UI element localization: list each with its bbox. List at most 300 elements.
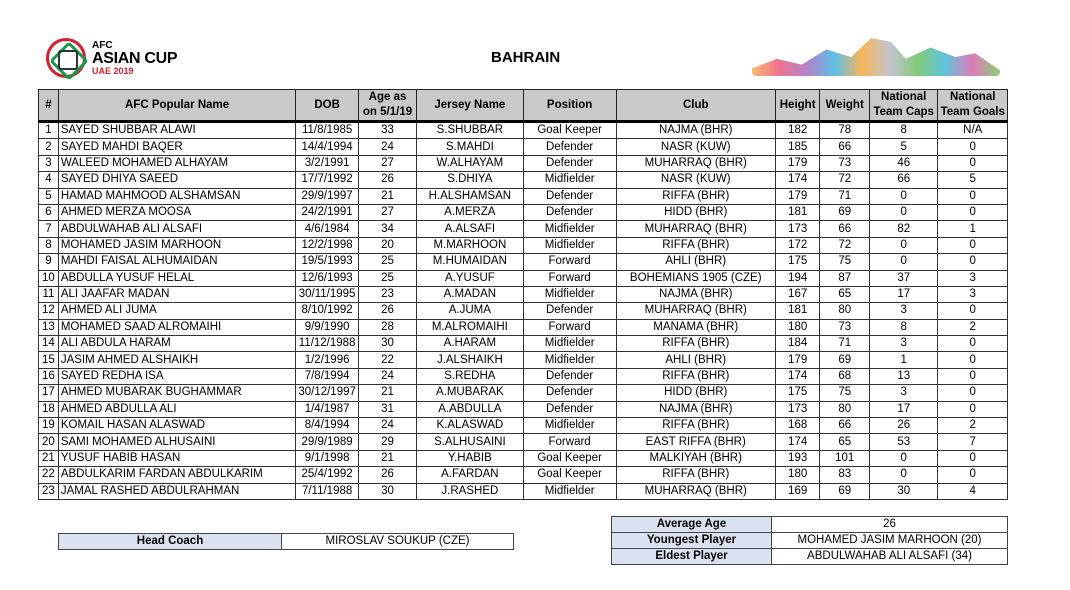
table-cell: A.MERZA xyxy=(417,204,523,220)
table-cell: NASR (KUW) xyxy=(616,139,775,155)
table-cell: 29/9/1989 xyxy=(296,434,359,450)
table-cell: BOHEMIANS 1905 (CZE) xyxy=(616,270,775,286)
table-cell: 2 xyxy=(938,418,1008,434)
table-cell: 182 xyxy=(775,122,820,139)
table-cell: 21 xyxy=(358,450,416,466)
table-cell: 23 xyxy=(39,483,59,499)
table-cell: 6 xyxy=(39,204,59,220)
table-cell: N/A xyxy=(938,122,1008,139)
table-cell: 5 xyxy=(938,172,1008,188)
table-cell: MUHARRAQ (BHR) xyxy=(616,303,775,319)
table-row xyxy=(39,319,1008,335)
table-cell: 7 xyxy=(938,434,1008,450)
table-cell: 175 xyxy=(775,254,820,270)
table-cell: SAYED MAHDI BAQER xyxy=(58,139,296,155)
column-header: # xyxy=(39,90,59,122)
table-cell: 24 xyxy=(358,139,416,155)
table-cell: M.MARHOON xyxy=(417,237,523,253)
table-cell: 1 xyxy=(39,122,59,139)
table-cell: 4/6/1984 xyxy=(296,221,359,237)
head-coach-table xyxy=(58,533,514,550)
table-cell: H.ALSHAMSAN xyxy=(417,188,523,204)
table-cell: 0 xyxy=(869,254,938,270)
table-cell: Defender xyxy=(523,188,616,204)
column-header: Club xyxy=(616,90,775,122)
table-cell: 13 xyxy=(39,319,59,335)
table-cell: 30 xyxy=(358,336,416,352)
table-cell: 12 xyxy=(39,303,59,319)
column-header: AFC Popular Name xyxy=(58,90,296,122)
table-cell: Midfielder xyxy=(523,483,616,499)
table-cell: 21 xyxy=(39,450,59,466)
table-cell: 7/8/1994 xyxy=(296,368,359,384)
table-cell: SAYED REDHA ISA xyxy=(58,368,296,384)
table-cell: 14 xyxy=(39,336,59,352)
table-cell: 3/2/1991 xyxy=(296,155,359,171)
table-cell: 73 xyxy=(820,155,869,171)
table-cell: 3 xyxy=(938,270,1008,286)
table-cell: M.ALROMAIHI xyxy=(417,319,523,335)
table-cell: 66 xyxy=(820,221,869,237)
table-cell: 25 xyxy=(358,270,416,286)
table-cell: 9/9/1990 xyxy=(296,319,359,335)
table-cell: J.RASHED xyxy=(417,483,523,499)
table-cell: 180 xyxy=(775,467,820,483)
logo-line1: AFC xyxy=(92,39,113,51)
summary-label: Youngest Player xyxy=(612,533,772,549)
afc-asian-cup-logo xyxy=(46,38,177,78)
table-cell: ALI ABDULA HARAM xyxy=(58,336,296,352)
table-cell: 0 xyxy=(869,450,938,466)
table-cell: Defender xyxy=(523,368,616,384)
table-cell: 22 xyxy=(39,467,59,483)
table-cell: 75 xyxy=(820,254,869,270)
table-cell: 15 xyxy=(39,352,59,368)
table-cell: ALI JAAFAR MADAN xyxy=(58,286,296,302)
table-cell: 194 xyxy=(775,270,820,286)
table-cell: 0 xyxy=(869,467,938,483)
summary-label: Eldest Player xyxy=(612,549,772,565)
table-cell: Goal Keeper xyxy=(523,122,616,139)
table-cell: 179 xyxy=(775,188,820,204)
logo-line3: UAE 2019 xyxy=(92,65,134,76)
table-cell: 30/12/1997 xyxy=(296,385,359,401)
table-cell: 0 xyxy=(938,303,1008,319)
head-coach-value: MIROSLAV SOUKUP (CZE) xyxy=(282,534,514,550)
table-row xyxy=(39,418,1008,434)
table-cell: NASR (KUW) xyxy=(616,172,775,188)
table-cell: 8/4/1994 xyxy=(296,418,359,434)
table-cell: W.ALHAYAM xyxy=(417,155,523,171)
table-cell: K.ALASWAD xyxy=(417,418,523,434)
table-cell: AHMED MERZA MOOSA xyxy=(58,204,296,220)
table-cell: 2 xyxy=(39,139,59,155)
logo-line2: ASIAN CUP xyxy=(92,49,178,67)
table-cell: RIFFA (BHR) xyxy=(616,467,775,483)
table-cell: 24 xyxy=(358,418,416,434)
table-cell: 69 xyxy=(820,483,869,499)
table-cell: 30 xyxy=(358,483,416,499)
table-cell: 185 xyxy=(775,139,820,155)
table-cell: 25/4/1992 xyxy=(296,467,359,483)
table-cell: 18 xyxy=(39,401,59,417)
table-cell: 72 xyxy=(820,172,869,188)
table-cell: 19/5/1993 xyxy=(296,254,359,270)
table-cell: 173 xyxy=(775,221,820,237)
table-cell: ABDULKARIM FARDAN ABDULKARIM xyxy=(58,467,296,483)
table-cell: 80 xyxy=(820,303,869,319)
table-cell: 0 xyxy=(938,204,1008,220)
table-cell: S.SHUBBAR xyxy=(417,122,523,139)
column-header: Position xyxy=(523,90,616,122)
table-cell: NAJMA (BHR) xyxy=(616,286,775,302)
head-coach-label: Head Coach xyxy=(59,534,282,550)
table-cell: Defender xyxy=(523,303,616,319)
table-cell: Forward xyxy=(523,270,616,286)
table-cell: YUSUF HABIB HASAN xyxy=(58,450,296,466)
table-cell: A.MUBARAK xyxy=(417,385,523,401)
table-cell: 13 xyxy=(869,368,938,384)
table-cell: 69 xyxy=(820,352,869,368)
table-cell: Midfielder xyxy=(523,286,616,302)
table-cell: 8/10/1992 xyxy=(296,303,359,319)
table-row xyxy=(39,254,1008,270)
table-cell: 24 xyxy=(358,368,416,384)
table-cell: Goal Keeper xyxy=(523,467,616,483)
table-cell: 3 xyxy=(869,336,938,352)
table-cell: A.ALSAFI xyxy=(417,221,523,237)
table-cell: 1/2/1996 xyxy=(296,352,359,368)
table-cell: RIFFA (BHR) xyxy=(616,188,775,204)
table-cell: 4 xyxy=(938,483,1008,499)
table-cell: 10 xyxy=(39,270,59,286)
table-cell: 11 xyxy=(39,286,59,302)
table-cell: 0 xyxy=(938,188,1008,204)
table-row xyxy=(39,336,1008,352)
table-row xyxy=(39,286,1008,302)
table-cell: 193 xyxy=(775,450,820,466)
table-cell: 17/7/1992 xyxy=(296,172,359,188)
table-cell: 53 xyxy=(869,434,938,450)
table-cell: WALEED MOHAMED ALHAYAM xyxy=(58,155,296,171)
table-cell: MOHAMED JASIM MARHOON xyxy=(58,237,296,253)
table-cell: 4 xyxy=(39,172,59,188)
table-row xyxy=(39,434,1008,450)
table-cell: A.JUMA xyxy=(417,303,523,319)
table-cell: 174 xyxy=(775,434,820,450)
table-cell: RIFFA (BHR) xyxy=(616,237,775,253)
table-cell: 101 xyxy=(820,450,869,466)
table-cell: 16 xyxy=(39,368,59,384)
table-cell: 65 xyxy=(820,286,869,302)
table-cell: Midfielder xyxy=(523,352,616,368)
column-header: Weight xyxy=(820,90,869,122)
table-cell: 1/4/1987 xyxy=(296,401,359,417)
table-cell: S.ALHUSAINI xyxy=(417,434,523,450)
table-cell: 14/4/1994 xyxy=(296,139,359,155)
table-cell: 0 xyxy=(938,237,1008,253)
table-cell: 9/1/1998 xyxy=(296,450,359,466)
summary-value: ABDULWAHAB ALI ALSAFI (34) xyxy=(772,549,1008,565)
table-cell: 26 xyxy=(358,467,416,483)
table-row xyxy=(39,368,1008,384)
table-cell: 0 xyxy=(938,352,1008,368)
table-cell: 11/8/1985 xyxy=(296,122,359,139)
table-cell: 12/6/1993 xyxy=(296,270,359,286)
table-cell: ABDULLA YUSUF HELAL xyxy=(58,270,296,286)
tournament-banner-graphic xyxy=(752,38,1000,76)
table-cell: Midfielder xyxy=(523,172,616,188)
table-cell: 1 xyxy=(869,352,938,368)
table-cell: JASIM AHMED ALSHAIKH xyxy=(58,352,296,368)
table-cell: 20 xyxy=(39,434,59,450)
summary-value: MOHAMED JASIM MARHOON (20) xyxy=(772,533,1008,549)
table-cell: 82 xyxy=(869,221,938,237)
table-cell: 3 xyxy=(869,385,938,401)
table-cell: 22 xyxy=(358,352,416,368)
table-cell: 8 xyxy=(869,122,938,139)
table-cell: MALKIYAH (BHR) xyxy=(616,450,775,466)
table-cell: 0 xyxy=(938,401,1008,417)
table-cell: 46 xyxy=(869,155,938,171)
table-cell: AHLI (BHR) xyxy=(616,254,775,270)
table-cell: 24/2/1991 xyxy=(296,204,359,220)
table-cell: 27 xyxy=(358,155,416,171)
table-cell: 19 xyxy=(39,418,59,434)
table-cell: MUHARRAQ (BHR) xyxy=(616,155,775,171)
table-header-row xyxy=(39,90,1008,122)
table-cell: 29/9/1997 xyxy=(296,188,359,204)
table-cell: 87 xyxy=(820,270,869,286)
table-cell: 174 xyxy=(775,368,820,384)
table-cell: SAMI MOHAMED ALHUSAINI xyxy=(58,434,296,450)
table-cell: MOHAMED SAAD ALROMAIHI xyxy=(58,319,296,335)
table-cell: SAYED SHUBBAR ALAWI xyxy=(58,122,296,139)
table-cell: 0 xyxy=(938,336,1008,352)
table-cell: 66 xyxy=(820,418,869,434)
table-cell: 0 xyxy=(938,254,1008,270)
summary-value: 26 xyxy=(772,517,1008,533)
table-cell: Forward xyxy=(523,319,616,335)
summary-label: Average Age xyxy=(612,517,772,533)
table-cell: RIFFA (BHR) xyxy=(616,418,775,434)
table-cell: 173 xyxy=(775,401,820,417)
table-cell: 167 xyxy=(775,286,820,302)
table-cell: 5 xyxy=(869,139,938,155)
table-cell: 21 xyxy=(358,385,416,401)
table-cell: 3 xyxy=(869,303,938,319)
table-cell: 174 xyxy=(775,172,820,188)
table-cell: 3 xyxy=(39,155,59,171)
column-header: DOB xyxy=(296,90,359,122)
table-row xyxy=(39,483,1008,499)
page-title: BAHRAIN xyxy=(491,49,561,66)
table-row xyxy=(39,188,1008,204)
table-cell: Defender xyxy=(523,204,616,220)
table-cell: MUHARRAQ (BHR) xyxy=(616,221,775,237)
table-cell: 73 xyxy=(820,319,869,335)
table-cell: A.HARAM xyxy=(417,336,523,352)
table-cell: A.MADAN xyxy=(417,286,523,302)
table-cell: MUHARRAQ (BHR) xyxy=(616,483,775,499)
table-cell: 181 xyxy=(775,204,820,220)
table-cell: HIDD (BHR) xyxy=(616,204,775,220)
table-cell: Goal Keeper xyxy=(523,450,616,466)
table-cell: 75 xyxy=(820,385,869,401)
summary-row xyxy=(612,517,1008,533)
table-cell: Y.HABIB xyxy=(417,450,523,466)
table-cell: Midfielder xyxy=(523,336,616,352)
summary-table xyxy=(611,516,1008,565)
table-cell: NAJMA (BHR) xyxy=(616,122,775,139)
summary-row xyxy=(612,549,1008,565)
table-cell: 169 xyxy=(775,483,820,499)
table-row xyxy=(39,467,1008,483)
table-row xyxy=(39,303,1008,319)
table-cell: 27 xyxy=(358,204,416,220)
table-cell: 66 xyxy=(869,172,938,188)
table-cell: 26 xyxy=(869,418,938,434)
squad-table xyxy=(38,89,1008,500)
table-cell: 26 xyxy=(358,303,416,319)
table-cell: 20 xyxy=(358,237,416,253)
table-cell: 0 xyxy=(869,237,938,253)
table-cell: JAMAL RASHED ABDULRAHMAN xyxy=(58,483,296,499)
table-cell: AHMED MUBARAK BUGHAMMAR xyxy=(58,385,296,401)
table-cell: 0 xyxy=(869,204,938,220)
table-cell: 72 xyxy=(820,237,869,253)
table-cell: 34 xyxy=(358,221,416,237)
table-cell: 23 xyxy=(358,286,416,302)
table-cell: KOMAIL HASAN ALASWAD xyxy=(58,418,296,434)
table-cell: 2 xyxy=(938,319,1008,335)
table-cell: Midfielder xyxy=(523,418,616,434)
table-cell: 29 xyxy=(358,434,416,450)
table-cell: 0 xyxy=(938,385,1008,401)
table-cell: 65 xyxy=(820,434,869,450)
table-cell: 17 xyxy=(39,385,59,401)
table-row xyxy=(39,401,1008,417)
table-cell: Defender xyxy=(523,139,616,155)
table-cell: 0 xyxy=(938,155,1008,171)
table-cell: 184 xyxy=(775,336,820,352)
table-cell: 30 xyxy=(869,483,938,499)
table-cell: 33 xyxy=(358,122,416,139)
table-row xyxy=(39,139,1008,155)
table-cell: NAJMA (BHR) xyxy=(616,401,775,417)
table-cell: 180 xyxy=(775,319,820,335)
table-row xyxy=(39,122,1008,139)
table-cell: AHLI (BHR) xyxy=(616,352,775,368)
column-header: Jersey Name xyxy=(417,90,523,122)
table-cell: 8 xyxy=(39,237,59,253)
table-cell: Defender xyxy=(523,155,616,171)
table-cell: 28 xyxy=(358,319,416,335)
table-cell: 3 xyxy=(938,286,1008,302)
table-cell: 30/11/1995 xyxy=(296,286,359,302)
table-cell: 21 xyxy=(358,188,416,204)
table-row xyxy=(39,352,1008,368)
table-row xyxy=(39,172,1008,188)
table-cell: HIDD (BHR) xyxy=(616,385,775,401)
head-coach-row xyxy=(59,534,514,550)
table-cell: RIFFA (BHR) xyxy=(616,368,775,384)
table-cell: Midfielder xyxy=(523,221,616,237)
table-cell: MAHDI FAISAL ALHUMAIDAN xyxy=(58,254,296,270)
table-row xyxy=(39,450,1008,466)
table-cell: RIFFA (BHR) xyxy=(616,336,775,352)
table-cell: 172 xyxy=(775,237,820,253)
table-row xyxy=(39,155,1008,171)
table-cell: J.ALSHAIKH xyxy=(417,352,523,368)
table-cell: A.FARDAN xyxy=(417,467,523,483)
table-cell: 12/2/1998 xyxy=(296,237,359,253)
table-cell: 5 xyxy=(39,188,59,204)
table-cell: 175 xyxy=(775,385,820,401)
table-cell: 66 xyxy=(820,139,869,155)
table-cell: AHMED ABDULLA ALI xyxy=(58,401,296,417)
table-cell: 179 xyxy=(775,155,820,171)
table-cell: 68 xyxy=(820,368,869,384)
table-cell: M.HUMAIDAN xyxy=(417,254,523,270)
table-cell: 7/11/1988 xyxy=(296,483,359,499)
table-cell: 8 xyxy=(869,319,938,335)
table-cell: 0 xyxy=(938,450,1008,466)
table-cell: SAYED DHIYA SAEED xyxy=(58,172,296,188)
table-cell: A.ABDULLA xyxy=(417,401,523,417)
table-cell: 0 xyxy=(869,188,938,204)
table-cell: 0 xyxy=(938,467,1008,483)
table-cell: 78 xyxy=(820,122,869,139)
column-header: Age as on 5/1/19 xyxy=(358,90,416,122)
table-cell: 80 xyxy=(820,401,869,417)
table-cell: 69 xyxy=(820,204,869,220)
table-cell: 9 xyxy=(39,254,59,270)
table-cell: 83 xyxy=(820,467,869,483)
table-cell: S.DHIYA xyxy=(417,172,523,188)
table-cell: 1 xyxy=(938,221,1008,237)
column-header: Height xyxy=(775,90,820,122)
table-row xyxy=(39,385,1008,401)
logo-emblem-icon xyxy=(46,38,86,78)
table-cell: 0 xyxy=(938,368,1008,384)
table-cell: HAMAD MAHMOOD ALSHAMSAN xyxy=(58,188,296,204)
table-cell: 25 xyxy=(358,254,416,270)
table-row xyxy=(39,221,1008,237)
table-cell: 17 xyxy=(869,401,938,417)
table-cell: MANAMA (BHR) xyxy=(616,319,775,335)
table-row xyxy=(39,270,1008,286)
table-cell: Defender xyxy=(523,401,616,417)
table-cell: 71 xyxy=(820,336,869,352)
table-cell: Forward xyxy=(523,434,616,450)
table-cell: EAST RIFFA (BHR) xyxy=(616,434,775,450)
table-cell: 168 xyxy=(775,418,820,434)
table-cell: 7 xyxy=(39,221,59,237)
table-cell: AHMED ALI JUMA xyxy=(58,303,296,319)
table-cell: Midfielder xyxy=(523,237,616,253)
table-cell: 11/12/1988 xyxy=(296,336,359,352)
table-cell: Forward xyxy=(523,254,616,270)
table-cell: 17 xyxy=(869,286,938,302)
table-cell: 31 xyxy=(358,401,416,417)
table-cell: ABDULWAHAB ALI ALSAFI xyxy=(58,221,296,237)
table-row xyxy=(39,204,1008,220)
table-cell: A.YUSUF xyxy=(417,270,523,286)
table-row xyxy=(39,237,1008,253)
summary-row xyxy=(612,533,1008,549)
table-cell: 26 xyxy=(358,172,416,188)
